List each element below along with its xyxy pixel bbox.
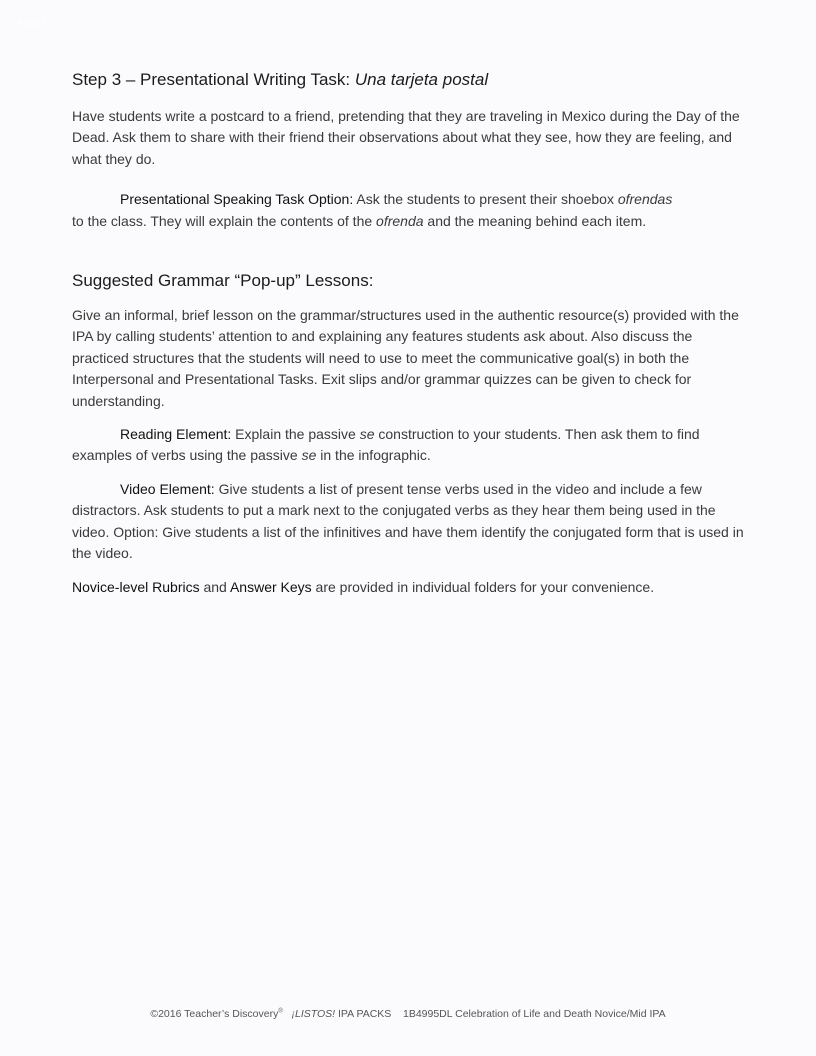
grammar-heading-title: Suggested Grammar “Pop-up” Lessons: [72, 271, 369, 291]
step3-heading-prefix: Step 3 – Presentational Writing Task:: [72, 70, 355, 89]
footer-copyright: ©2016 Teacher’s Discovery: [150, 1008, 279, 1020]
rubrics-paragraph: [72, 577, 748, 598]
reading-element-italic-2: se: [301, 447, 317, 464]
footer-packs: IPA PACKS: [335, 1008, 392, 1020]
footer-listos: ¡LISTOS!: [291, 1008, 336, 1020]
grammar-heading-colon: :: [368, 271, 374, 291]
reading-element-label: Reading Element:: [120, 426, 232, 443]
speaking-option-italic-1: ofrendas: [617, 191, 673, 208]
reading-element-paragraph: [72, 424, 748, 467]
reading-element-text-1: Explain the passive: [231, 426, 360, 443]
answer-keys-label: Answer Keys: [229, 578, 312, 595]
reading-element-italic-1: se: [359, 426, 375, 443]
step3-heading: [72, 68, 748, 92]
footer-registered: ®: [278, 1008, 283, 1015]
speaking-option-paragraph: [72, 189, 748, 232]
video-element-text: Give students a list of present tense verbs used in the video and include a few distractors. Ask students to put a mark next to the conjugated verbs as they hear them being used in the video. Option: Give students a list of the infinitives and have them identify the conjugated form that is used in the video.: [72, 480, 744, 562]
reading-element-text-2: construction to your students. Then ask them to find examples of verbs using the passive: [72, 426, 700, 464]
speaking-option-italic-2: ofrenda: [376, 212, 424, 229]
speaking-option-text-2: class. They will explain the contents of the: [110, 212, 377, 229]
rubrics-label: Novice-level Rubrics: [72, 578, 200, 595]
rubrics-and: and: [199, 578, 230, 595]
video-element-label: Video Element:: [120, 480, 215, 497]
step3-paragraph: Have students write a postcard to a friend, pretending that they are traveling in Mexico during the Day of the Dead. Ask them to share with their friend their observations about what they see, how they are feeling, and what they do.: [72, 108, 740, 167]
page-corner-mark: Page 7: [18, 18, 47, 28]
speaking-option-label: Presentational Speaking Task Option:: [120, 191, 354, 208]
speaking-option-text-1: Ask the students to present their shoebox: [353, 191, 618, 208]
reading-element-text-3: in the infographic.: [316, 447, 431, 464]
grammar-paragraph: Give an informal, brief lesson on the grammar/structures used in the authentic resource(s) provided with the IPA by calling students’ attention to and explaining any features students ask about. Also discuss the practiced structures that the students will need to use to meet the communicative goal(s) in both the Interpersonal and Presentational Tasks. Exit slips and/or grammar quizzes can be given to check for understanding.: [72, 307, 739, 409]
rubrics-text: are provided in individual folders for your convenience.: [311, 578, 655, 595]
video-element-paragraph: [72, 479, 748, 565]
speaking-option-line2-start: to the: [72, 212, 111, 229]
footer-product: 1B4995DL Celebration of Life and Death Novice/Mid IPA: [402, 1008, 666, 1020]
speaking-option-text-3: and the meaning behind each item.: [423, 212, 647, 229]
grammar-heading: [72, 269, 748, 293]
page-footer: [0, 1008, 816, 1020]
step3-heading-italic: Una tarjeta postal: [354, 70, 489, 89]
page-content: [72, 68, 748, 598]
